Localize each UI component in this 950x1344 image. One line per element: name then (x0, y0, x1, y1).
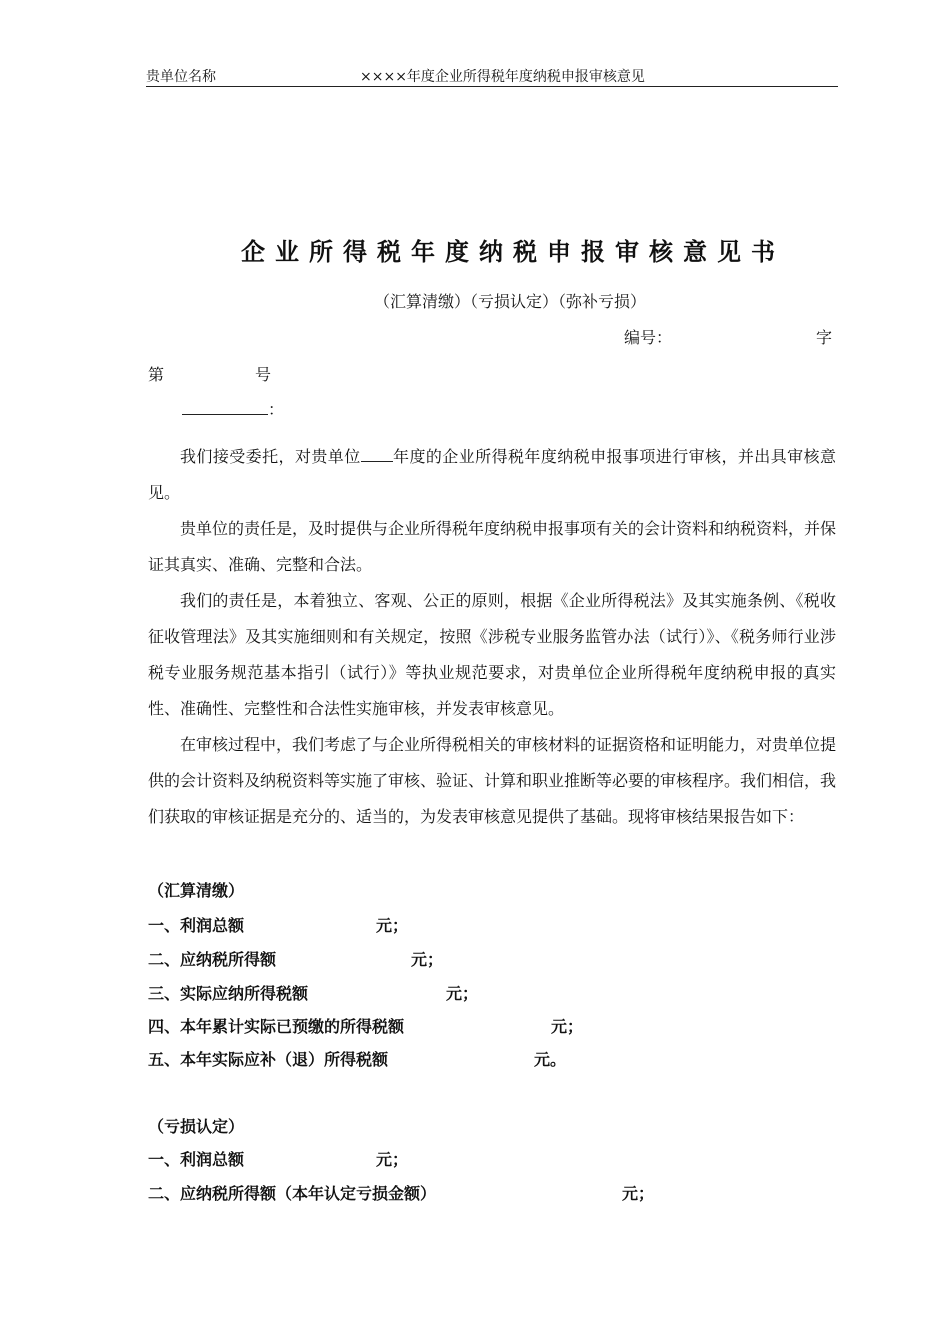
section-a-item-label: 四、本年累计实际已预缴的所得税额 (148, 1017, 405, 1036)
document-subtitle: （汇算清缴）（亏损认定）（弥补亏损） (373, 292, 646, 311)
section-b-item-unit: 元； (376, 1150, 409, 1169)
paragraph-engagement-part2: 年度的企业所得税年度纳税申报事项进行审核，并出具审核意见。 (148, 447, 836, 502)
section-a-item-label: 一、利润总额 (148, 916, 245, 935)
section-b-item-label: 一、利润总额 (148, 1150, 245, 1169)
number-di: 第 (148, 365, 165, 384)
section-a-item-label: 五、本年实际应补（退）所得税额 (148, 1050, 389, 1069)
paragraph-engagement (148, 439, 836, 511)
number-zi: 字 (816, 328, 833, 347)
section-a-item-unit: 元； (551, 1017, 584, 1036)
section-a-item-unit: 元； (446, 984, 479, 1003)
number-hao: 号 (255, 365, 272, 384)
year-blank (361, 447, 393, 462)
section-b-item-label: 二、应纳税所得额（本年认定亏损金额） (148, 1184, 437, 1203)
section-a-heading: （汇算清缴） (148, 881, 245, 900)
paragraph-client-responsibility: 贵单位的责任是，及时提供与企业所得税年度纳税申报事项有关的会计资料和纳税资料，并保证其真实、准确、完整和合法。 (148, 519, 837, 574)
header-unit-name: 贵单位名称 (146, 69, 216, 85)
section-a-item-label: 三、实际应纳所得税额 (148, 984, 309, 1003)
document-title: 企业所得税年度纳税申报审核意见书 (241, 237, 785, 266)
header-rule (146, 86, 838, 87)
paragraph-review-process: 在审核过程中，我们考虑了与企业所得税相关的审核材料的证据资格和证明能力，对贵单位提供的会计资料及纳税资料等实施了审核、验证、计算和职业推断等必要的审核程序。我们相信，我们获取的审核证据是充分的、适当的，为发表审核意见提供了基础。现将审核结果报告如下： (148, 735, 837, 826)
section-b-heading: （亏损认定） (148, 1117, 245, 1136)
addressee-line (182, 397, 284, 420)
number-label: 编号： (624, 328, 673, 347)
paragraph-our-responsibility: 我们的责任是，本着独立、客观、公正的原则，根据《企业所得税法》及其实施条例、《税收征收管理法》及其实施细则和有关规定，按照《涉税专业服务监管办法（试行）》、《税务师行业涉税专业服务规范基本指引（试行）》等执业规范要求，对贵单位企业所得税年度纳税申报的真实性、准确性、完整性和合法性实施审核，并发表审核意见。 (148, 591, 836, 718)
section-a-item-label: 二、应纳税所得额 (148, 950, 277, 969)
addressee-colon: ： (268, 400, 285, 419)
section-a-item-unit: 元； (411, 950, 444, 969)
section-b-item-unit: 元； (622, 1184, 655, 1203)
addressee-blank (182, 400, 268, 415)
section-a-item-unit: 元。 (534, 1050, 567, 1069)
paragraph-engagement-part1: 我们接受委托，对贵单位 (180, 447, 361, 466)
section-a-item-unit: 元； (376, 916, 409, 935)
header-doc-title: ××××年度企业所得税年度纳税申报审核意见 (360, 69, 645, 85)
